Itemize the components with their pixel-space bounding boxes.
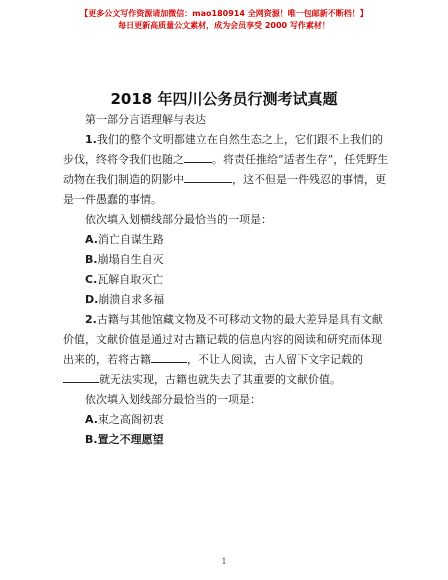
question-2: [63, 310, 391, 390]
document-body: [63, 110, 391, 450]
question-1-option-b: B.崩塌自生自灭: [85, 253, 164, 266]
question-1-text-c: ，这不但是一件残忍的事情，更是一件愚蠢的事情。: [63, 173, 386, 206]
section-heading: 第一部分言语理解与表达: [85, 113, 206, 126]
question-1-option-c: C.瓦解自取灭亡: [85, 273, 164, 286]
question-2-prompt: 依次填入划线部分最恰当的一项是：: [85, 393, 261, 406]
promo-banner-line-2: 每日更新高质量公文素材，成为会员享受 2000 写作素材！: [118, 21, 330, 30]
question-1-option-d: D.崩溃自求多福: [85, 293, 165, 306]
question-2-blank-2: [63, 371, 99, 383]
question-1-prompt: 依次填入划横线部分最恰当的一项是：: [85, 213, 272, 226]
promo-banner-line-1: 【更多公文写作资源请加微信：mao180914 全网资源！唯一包邮新不断档！】: [80, 9, 368, 18]
question-2-text-a: 古籍与其他馆藏文物及不可移动文物的最大差异是具有文献价值，文献价值是通过对古籍记载的信息内容的阅读和研究而体现出来的，若将古籍: [63, 313, 383, 366]
question-1-option-a: A.消亡自谋生路: [85, 233, 164, 246]
question-2-option-a: A.束之高阁初衷: [85, 413, 164, 426]
question-2-number: 2.: [85, 313, 97, 326]
question-1-text-b: 。将责任推给“适者生存”，任凭野生动物在我们制造的阴影中: [63, 153, 389, 186]
question-2-blank-1: [151, 351, 187, 363]
question-2-text-b: ，不让人阅读，古人留下文字记载的: [187, 353, 363, 366]
question-2-text-c: 就无法实现，古籍也就失去了其重要的文献价值。: [99, 373, 341, 386]
question-1-number: 1.: [85, 133, 97, 146]
question-1-blank-1: [184, 151, 212, 163]
page-number: 1: [221, 557, 227, 566]
promo-banner: [0, 8, 448, 32]
question-2-option-b: B.置之不理愿望: [85, 433, 164, 446]
page-title: 2018 年四川公务员行测考试真题: [110, 90, 338, 108]
question-1-blank-2: [184, 171, 232, 183]
question-1-text-a: 我们的整个文明都建立在自然生态之上，它们跟不上我们的步伐，终将令我们也随之: [63, 133, 383, 166]
question-1: [63, 130, 391, 210]
